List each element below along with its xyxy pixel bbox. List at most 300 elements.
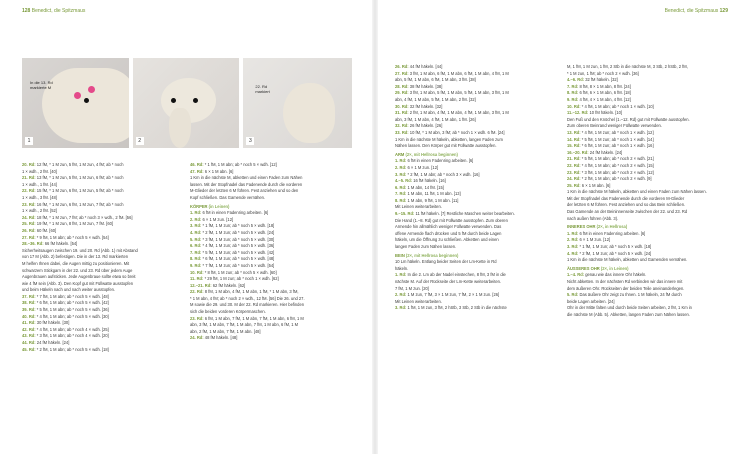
- round-label: 28.–36. Rd:: [22, 241, 44, 247]
- pattern-text: [190, 188, 355, 195]
- round-text: Zum oberen Beinrand weniger Füllwatte verwenden.: [567, 123, 662, 129]
- round-label: 3. Rd:: [567, 244, 579, 250]
- pattern-text: [22, 287, 182, 294]
- round-text: nächste M. Auf der Rückseite der Lm-Kette weiterarbeiten.: [395, 279, 502, 284]
- pattern-text: [22, 274, 182, 281]
- round-text: Kopf schließen. Das Gamende vernähen.: [190, 194, 266, 200]
- pattern-text: [395, 259, 560, 266]
- round-text: Mit der Stopfnadel das Fadenende durch die vorderen M-Glieder: [567, 195, 685, 201]
- round-label: 22. Rd:: [567, 162, 581, 168]
- round-text: sich die beiden vorderen Körpermaschen.: [190, 309, 266, 315]
- round-label: 7. Rd:: [395, 191, 407, 197]
- round-text: schwarzem Stickgarn in der 22. und 23. Rd über jedem Auge: [22, 267, 133, 273]
- section-heading: [190, 204, 355, 211]
- photo-note: 22. Rd markiert: [255, 84, 270, 94]
- left-header: [22, 8, 85, 14]
- round-text: * 1 M abn, 4 fM; ab * noch 2 × wdh., 12 fM. [56] Die 26. und 27.: [190, 295, 305, 301]
- round-label: 32. Rd:: [395, 123, 409, 129]
- round-label: 31. Rd:: [395, 110, 409, 116]
- round-text: 6 fM in einen Fadenring arbeiten. [6]: [202, 210, 269, 216]
- pattern-round: [22, 215, 182, 222]
- round-text: dem äußeren Ohr. Rückseiten der beiden Teile aneinanderlegen.: [567, 285, 685, 291]
- pattern-round: [190, 230, 355, 237]
- round-label: 5. Rd:: [190, 236, 202, 242]
- page-number: 129: [719, 8, 728, 14]
- pattern-round: [395, 71, 560, 78]
- round-label: 13. Rd:: [567, 129, 581, 135]
- round-text: * 4 fM, 1 M abn; ab * noch 5 × wdh. [30]: [36, 313, 109, 319]
- round-text: abn, 2 fM, 1 M abn, 7 fM, 1 M abn. [48]: [190, 328, 261, 334]
- round-label: 1. Rd:: [567, 230, 579, 236]
- pattern-round: [567, 231, 732, 238]
- round-text: * 6 fM, 1 M abn; ab * noch 5 × wdh. [42]: [36, 300, 109, 306]
- pattern-round: [395, 178, 560, 185]
- pattern-round: [567, 137, 732, 144]
- round-text: 1 × wdh., 3 fM. [48]: [22, 194, 57, 200]
- round-label: 2. Rd:: [190, 216, 202, 222]
- round-label: 4.–5. Rd:: [395, 178, 413, 184]
- pattern-round: [22, 340, 182, 347]
- round-text: 1 Km in die nächste M häkeln, abketten, langen Faden zum: [395, 136, 503, 142]
- round-text: 1 M abn, 14 fM. [15]: [407, 184, 444, 190]
- section-heading: [395, 253, 560, 260]
- round-text: 18 fM, * 1 M zun, 7 fM; ab * noch 3 × wdh., 2 fM. [56]: [36, 214, 133, 220]
- round-text: 1 Km in die nächste M häkeln, abketten und Gamenden vernähen.: [567, 257, 688, 263]
- round-label: 29. Rd:: [395, 90, 409, 96]
- round-label: 15. Rd:: [567, 143, 581, 149]
- pattern-round: [567, 130, 732, 137]
- pattern-round: [567, 156, 732, 163]
- pattern-round: [567, 104, 732, 111]
- pattern-round: [567, 292, 732, 299]
- snout-image: [169, 108, 191, 148]
- pattern-round: [190, 289, 355, 296]
- pattern-text: [22, 281, 182, 288]
- pattern-round: [395, 198, 560, 205]
- round-label: 4.–6. Rd:: [567, 77, 585, 83]
- pattern-text: [190, 182, 355, 189]
- pattern-round: [190, 270, 355, 277]
- round-text: 60 fM. [60]: [36, 227, 57, 233]
- round-label: 23. Rd:: [190, 315, 204, 321]
- round-text: * 3 fM, 1 M zun; ab * noch 5 × wdh. [30]: [202, 236, 275, 242]
- pattern-round: [567, 251, 732, 258]
- pattern-round: [567, 110, 732, 117]
- round-text: 15 fM, * 1 M zun, 6 fM, 1 M zun, 5 fM; ab * noch: [36, 188, 124, 194]
- round-text: 1 Km in die nächste M, abketten und einen Faden zum Nähen: [190, 175, 303, 181]
- photo-label: 1: [25, 137, 33, 145]
- round-label: 25. Rd:: [567, 182, 581, 188]
- pattern-round: [22, 327, 182, 334]
- round-label: 5. Rd:: [567, 292, 579, 298]
- round-label: 27. Rd:: [395, 70, 409, 76]
- pattern-text: [395, 244, 560, 251]
- round-text: Das äußere Ohr zeigt zu Ihnen. 1 M häkeln, 24 fM durch: [579, 292, 682, 298]
- round-label: 44. Rd:: [22, 340, 36, 346]
- round-label: 22. Rd:: [190, 289, 204, 295]
- photo-3: [243, 58, 352, 148]
- pattern-text: [567, 64, 732, 71]
- pattern-round: [567, 77, 732, 84]
- round-text: M sowie die 29. und 30. M der 22. Rd markieren. Hier befinden: [190, 302, 305, 308]
- pattern-round: [22, 300, 182, 307]
- round-label: 45. Rd:: [22, 346, 36, 352]
- pattern-text: [190, 302, 355, 309]
- pattern-text: [395, 97, 560, 104]
- round-text: 26 fM häkeln. [26]: [409, 123, 443, 129]
- pattern-round: [395, 165, 560, 172]
- pattern-text: [190, 322, 355, 329]
- section-subtitle: (2×, mit Hellrosa beginnen): [405, 252, 459, 258]
- round-text: * 5 fM, 1 M zun; ab * noch 1 × wdh. [14]: [581, 136, 654, 142]
- round-label: 24. Rd:: [567, 176, 581, 182]
- round-text: Armende hin allmählich weniger Füllwatte verwenden. Das: [395, 224, 502, 230]
- round-label: 8. Rd:: [567, 90, 579, 96]
- pattern-text: [567, 117, 732, 124]
- pattern-round: [22, 314, 182, 321]
- round-label: 33. Rd:: [395, 129, 409, 135]
- round-text: von 17 M (Abb. 2) befestigen. Die in der 13. Rd markierten: [22, 254, 129, 260]
- round-text: * 4 fM, 1 M abn; ab * noch 2 × wdh. [15]: [581, 162, 654, 168]
- round-text: 6 × 1 M zun. [12]: [202, 216, 234, 222]
- round-text: M helfen Ihnen dabei, die Augen mittig zu positionieren. Mit: [22, 260, 130, 266]
- round-text: 6 × 1 M zun. [12]: [579, 237, 611, 243]
- pattern-text: [567, 209, 732, 216]
- round-text: abn, 3 fM, 1 M abn, 7 fM, 1 M abn, 7 fM, 1 M abn, 6 fM, 1 M: [190, 322, 299, 328]
- section-title: INNERES OHR: [567, 224, 596, 230]
- pattern-round: [395, 104, 560, 111]
- round-text: Mit Leinen weiterarbeiten.: [395, 298, 442, 304]
- round-label: 11.–12. Rd:: [567, 110, 589, 116]
- pattern-text: [567, 216, 732, 223]
- right-page: [375, 0, 750, 454]
- pattern-round: [395, 191, 560, 198]
- pattern-text: [190, 175, 355, 182]
- round-text: 6 fM in einen Fadenring arbeiten. [6]: [407, 158, 474, 164]
- pattern-text: [395, 224, 560, 231]
- round-text: abn, 5 fM, 1 M abn, 6 fM, 1 M abn, 3 fM. [38]: [395, 77, 476, 83]
- pattern-text: [567, 202, 732, 209]
- round-text: * 2 fM, 1 M abn; ab * noch 3 × wdh. [16]: [407, 171, 480, 177]
- section-subtitle: (2×, mit Hellrosa beginnen): [405, 151, 458, 157]
- round-label: 23. Rd:: [22, 201, 36, 207]
- pattern-round: [395, 110, 560, 117]
- pattern-text: [190, 296, 355, 303]
- pattern-round: [567, 183, 732, 190]
- pattern-round: [395, 272, 560, 279]
- round-text: 10 fM häkeln. [10]: [589, 110, 623, 116]
- section-subtitle: (2×, in Hellrosa): [596, 224, 628, 230]
- pattern-text: [395, 266, 560, 273]
- round-label: 20. Rd:: [22, 162, 36, 167]
- round-text: 1 M abn, 9 fM, 1 M abn. [11]: [407, 197, 459, 203]
- round-text: Nähen lassen. Den Körper gut mit Füllwatte ausstopfen.: [395, 143, 497, 149]
- pattern-text: [22, 169, 182, 176]
- round-label: 26. Rd:: [22, 227, 36, 233]
- round-text: Nicht abketten. In der nächsten Rd verbinden wir das innere mit: [567, 279, 683, 284]
- left-column-1: [22, 162, 182, 353]
- round-label: 11. Rd:: [190, 276, 204, 282]
- round-label: 3. Rd:: [190, 223, 202, 229]
- round-text: 8 fM, 8 × 1 M abn, 8 fM. [24]: [579, 83, 631, 89]
- round-text: * 4 fM, 1 M zun; ab * noch 5 × wdh. [36]: [202, 243, 275, 249]
- round-text: Das Gamende an der Beininnenseite zwischen der 22. und 23. Rd: [567, 209, 688, 215]
- round-text: der letzten 6 M führen. Fest anziehen und so das Bein schließen.: [567, 202, 686, 208]
- pattern-text: [395, 137, 560, 144]
- left-column-2: [190, 162, 355, 342]
- pattern-round: [22, 241, 182, 248]
- pattern-round: [190, 276, 355, 283]
- round-text: Augenbrauen aufsticken. Jede Augenbraue sollte etwa so breit: [22, 274, 136, 280]
- round-text: * 1 M zun, 1 fM; ab * noch 2 × wdh. [36]: [567, 70, 639, 76]
- round-label: 16.–20. Rd:: [567, 149, 589, 155]
- round-text: nach außen führen (Abb. 3).: [567, 215, 619, 221]
- photo-note: In die 13. Rd markierte M: [30, 80, 53, 90]
- page-number: 128: [22, 8, 31, 14]
- pattern-text: [22, 254, 182, 261]
- round-text: 10 Lm häkeln. Entlang beider Seiten der Lm-Kette in Rd: [395, 259, 497, 265]
- round-text: 12 fM, * 1 M zun, 5 fM, 1 M zun, 4 fM; ab * noch: [36, 162, 124, 167]
- round-text: 32 fM häkeln. [32]: [585, 77, 618, 83]
- round-text: * 4 fM, 1 M abn; ab * noch 4 × wdh. [25]: [36, 326, 109, 332]
- pattern-round: [22, 202, 182, 209]
- round-text: 24 fM häkeln. [24]: [36, 340, 70, 346]
- round-text: 1 × wdh., 1 fM. [44]: [22, 181, 57, 187]
- round-text: 6 fM in einen Fadenring arbeiten. [6]: [579, 230, 646, 236]
- pattern-round: [22, 235, 182, 242]
- shrew-body-image: [283, 83, 335, 143]
- round-text: 38 fM häkeln. [38]: [409, 83, 443, 89]
- round-text: 6 × 1 M zun. [12]: [407, 164, 439, 170]
- round-label: 9. Rd:: [567, 96, 579, 102]
- round-text: wie 4 fM sein (Abb. 3). Den Kopf gut mit Füllwatte ausstopfen: [22, 280, 134, 286]
- pattern-text: [395, 237, 560, 244]
- pattern-text: [567, 286, 732, 293]
- round-text: 6 fM, 6 × 1 M abn, 6 fM. [18]: [579, 90, 631, 96]
- pattern-round: [567, 150, 732, 157]
- round-text: * 2 fM, 1 M zun; ab * noch 5 × wdh. [24]: [202, 229, 275, 235]
- round-label: 9. Rd:: [190, 262, 202, 268]
- round-text: * 5 fM, 1 M abn; ab * noch 5 × wdh. [36]: [36, 307, 109, 313]
- round-text: * 4 fM, 1 M zun; ab * noch 1 × wdh. [12]: [581, 129, 654, 135]
- round-text: * 2 fM, 1 M zun; ab * noch 5 × wdh. [24]: [579, 250, 652, 256]
- round-text: 1 × wdh., 2 fM. [52]: [22, 208, 57, 214]
- pattern-round: [395, 130, 560, 137]
- pattern-round: [22, 188, 182, 195]
- pattern-round: [567, 237, 732, 244]
- round-label: 6. Rd:: [395, 184, 407, 190]
- pattern-text: [190, 329, 355, 336]
- pattern-text: [22, 248, 182, 255]
- round-text: 6 fM, 1 M abn, 7 fM, 1 M abn, 7 fM, 1 M abn, 6 fM, 1 M: [204, 315, 304, 321]
- pin-marker: [74, 92, 81, 99]
- round-text: beide Lagen arbeiten. [24]: [567, 298, 615, 304]
- round-text: Mit Leinen weiterarbeiten.: [395, 204, 442, 210]
- round-text: * 1 fM, 1 M zun; ab * noch 5 × wdh. [18]: [202, 223, 275, 229]
- section-title: BEIN: [395, 252, 405, 258]
- photo-label: 2: [136, 137, 144, 145]
- round-text: 30 fM häkeln. [30]: [36, 320, 70, 326]
- round-label: 10. Rd:: [190, 269, 204, 275]
- round-label: 1. Rd:: [190, 210, 202, 216]
- pattern-text: [22, 195, 182, 202]
- round-text: * 3 fM, 1 M abn; ab * noch 4 × wdh. [20]: [36, 333, 109, 339]
- round-text: M, 1 fM, 1 M zun, 1 fM, 2 Stb in die nächste M, 3 Stb, 2 hStb, 2 fM,: [567, 64, 688, 69]
- round-text: 7 fM, 1 M zun. [20]: [395, 285, 429, 291]
- round-label: 1. Rd:: [395, 158, 407, 164]
- pattern-text: [567, 123, 732, 130]
- pattern-round: [22, 333, 182, 340]
- section-title: KÖRPER: [190, 203, 208, 209]
- pattern-round: [22, 221, 182, 228]
- pattern-text: [190, 309, 355, 316]
- pattern-round: [22, 175, 182, 182]
- pattern-text: [22, 182, 182, 189]
- pattern-round: [22, 347, 182, 354]
- pattern-round: [190, 217, 355, 224]
- pattern-text: [22, 261, 182, 268]
- pattern-round: [395, 64, 560, 71]
- round-label: 22. Rd:: [22, 188, 36, 194]
- pattern-text: [567, 305, 732, 312]
- round-label: 26. Rd:: [395, 64, 409, 69]
- round-text: 66 fM häkeln. [54]: [44, 241, 78, 247]
- section-title: ARM: [395, 151, 405, 157]
- round-text: häkeln.: [395, 265, 409, 271]
- pattern-round: [22, 320, 182, 327]
- section-heading: [567, 266, 732, 273]
- pattern-text: [395, 117, 560, 124]
- pattern-text: [395, 231, 560, 238]
- round-text: 24 fM häkeln. [24]: [589, 149, 623, 155]
- pattern-text: [567, 299, 732, 306]
- pattern-round: [22, 307, 182, 314]
- round-label: 42. Rd:: [22, 326, 36, 332]
- pattern-round: [395, 123, 560, 130]
- round-label: 4. Rd:: [190, 229, 202, 235]
- round-text: * 29 fM, 1 M zun; ab * noch 1 × wdh. [62]: [204, 276, 279, 282]
- pattern-round: [190, 335, 355, 342]
- right-column-2: [567, 64, 732, 319]
- round-text: 6 × 1 M abn. [6]: [204, 168, 234, 174]
- section-subtitle: (2×, in Leinen): [600, 265, 629, 271]
- pattern-text: [190, 195, 355, 202]
- round-text: * 6 fM, 1 M zun; ab * noch 5 × wdh. [48]: [202, 256, 275, 262]
- round-label: 2. Rd:: [395, 292, 407, 298]
- running-title: Benedict, die Spitzmaus: [664, 8, 719, 14]
- round-label: 14. Rd:: [567, 136, 581, 142]
- round-text: 1 M abn, 11 fM, 1 M abn. [13]: [407, 191, 461, 197]
- pattern-round: [567, 90, 732, 97]
- photo-2: [133, 58, 240, 148]
- round-text: 2 fM, 1 M abn, 4 fM, 1 M abn, 4 fM, 1 M abn, 3 fM, 1 M: [409, 110, 509, 116]
- pin-marker: [88, 86, 95, 93]
- round-text: In die 2. Lm ab der Nadel einstechen, 8 fM, 3 fM in die: [407, 272, 506, 278]
- round-label: 25. Rd:: [22, 221, 36, 227]
- round-text: * 5 fM, 1 M abn; ab * noch 2 × wdh. [21]: [581, 156, 654, 162]
- round-text: * 1 fM, 1 M abn; ab * noch 5 × wdh. [12]: [204, 162, 277, 167]
- pattern-round: [395, 84, 560, 91]
- round-text: * 2 fM, 1 M abn; ab * noch 2 × wdh. [9]: [581, 176, 652, 182]
- pattern-round: [395, 185, 560, 192]
- pattern-round: [395, 158, 560, 165]
- pattern-text: [395, 279, 560, 286]
- round-text: 16 fM, * 1 M zun, 6 fM, 1 M zun, 7 fM; ab * noch: [36, 201, 124, 207]
- section-title: ÄUSSERES OHR: [567, 265, 600, 271]
- round-text: 1 × wdh., 2 fM. [40]: [22, 168, 57, 174]
- round-label: 10. Rd:: [567, 103, 581, 109]
- round-text: 19 fM, * 1 M zun, 8 fM, 1 M zun, 7 fM. [60]: [36, 221, 114, 227]
- round-label: 47. Rd:: [190, 168, 204, 174]
- pattern-round: [567, 163, 732, 170]
- round-text: Den Fuß und den Knöchel (1.–12. Rd) gut mit Füllwatte ausstopfen.: [567, 116, 690, 122]
- round-text: 32 fM häkeln. [32]: [409, 103, 443, 109]
- round-text: Die Hand (1.–8. Rd) gut mit Füllwatte ausstopfen. Zum oberen: [395, 217, 508, 223]
- round-text: * 7 fM, 1 M abn; ab * noch 5 × wdh. [48]: [36, 293, 109, 299]
- round-label: 6. Rd:: [190, 243, 202, 249]
- pattern-round: [190, 162, 355, 169]
- pattern-text: [22, 268, 182, 275]
- pattern-text: [567, 257, 732, 264]
- photo-label: 3: [246, 137, 254, 145]
- pattern-text: [395, 218, 560, 225]
- round-label: 1.–4. Rd:: [567, 272, 585, 278]
- pattern-round: [190, 169, 355, 176]
- eye-dot: [84, 98, 89, 103]
- round-label: 1. Rd:: [395, 272, 407, 278]
- round-label: 40. Rd:: [22, 313, 36, 319]
- pattern-text: [567, 71, 732, 78]
- round-text: * 3 fM, 1 M abn; ab * noch 2 × wdh. [12]: [581, 169, 654, 175]
- round-label: 41. Rd:: [22, 320, 36, 326]
- round-text: 13 fM, * 1 M zun, 5 fM, 1 M zun, 6 fM; ab * noch: [36, 175, 124, 181]
- round-label: 2. Rd:: [395, 164, 407, 170]
- round-text: häkeln, um die Öffnung zu schließen. Abketten und einen: [395, 237, 499, 243]
- round-label: 37. Rd:: [22, 293, 36, 299]
- pattern-text: [395, 204, 560, 211]
- round-label: 38. Rd:: [22, 300, 36, 306]
- round-text: * 6 fM, 1 M zun; ab * noch 1 × wdh. [16]: [581, 143, 654, 149]
- round-text: 62 fM häkeln. [62]: [212, 282, 246, 288]
- round-text: genau wie das innere Ohr häkeln.: [585, 272, 647, 278]
- pattern-round: [190, 283, 355, 290]
- pattern-text: [395, 77, 560, 84]
- round-text: offene Armende flach drücken und 5 fM durch beide Lagen: [395, 230, 502, 236]
- pattern-text: [395, 286, 560, 293]
- pattern-round: [567, 84, 732, 91]
- round-text: 1 fM, 1 M zun, 3 fM, 2 hStb, 3 Stb, 2 Stb in die nächste: [407, 305, 507, 311]
- round-label: 4. Rd:: [567, 250, 579, 256]
- pattern-round: [567, 143, 732, 150]
- round-label: 21. Rd:: [22, 175, 36, 181]
- round-text: * 4 fM, 1 M abn; ab * noch 1 × wdh. [10]: [581, 103, 654, 109]
- running-title: Benedict, die Spitzmaus: [31, 8, 86, 14]
- pattern-round: [190, 237, 355, 244]
- round-text: 1 Km in die nächste M häkeln, abketten und einen Faden zum Nähen lassen.: [567, 189, 707, 195]
- pattern-round: [190, 223, 355, 230]
- round-label: 30. Rd:: [395, 103, 409, 109]
- pattern-text: [567, 189, 732, 196]
- right-header: [665, 8, 728, 14]
- eye-dot: [193, 98, 198, 103]
- round-label: 3. Rd:: [395, 171, 407, 177]
- round-label: 43. Rd:: [22, 333, 36, 339]
- round-text: 1 M zun, 7 fM, 3 × 1 M zun, 7 fM, 2 × 1 M zun. [26]: [407, 292, 500, 298]
- round-text: * 1 fM, 1 M zun; ab * noch 5 × wdh. [18]: [579, 244, 652, 250]
- pattern-round: [395, 211, 560, 218]
- round-label: 8. Rd:: [395, 197, 407, 203]
- pattern-round: [567, 244, 732, 251]
